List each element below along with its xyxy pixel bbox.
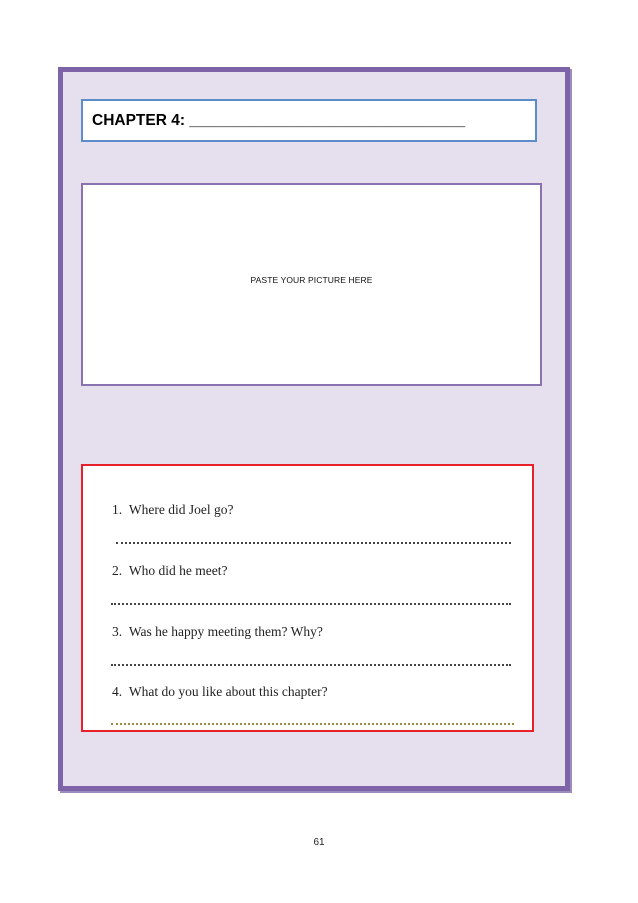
question-2-number: 2. (112, 563, 123, 578)
answer-line-3 (111, 664, 511, 666)
questions-box (81, 464, 534, 732)
question-4 (112, 684, 328, 700)
question-4-text: What do you like about this chapter? (128, 684, 328, 699)
question-3-text: Was he happy meeting them? Why? (128, 624, 323, 639)
answer-line-2 (111, 603, 511, 605)
chapter-title: CHAPTER 4: ________________________________ (92, 111, 466, 129)
question-2 (112, 563, 227, 579)
question-1 (112, 502, 233, 518)
question-3-number: 3. (112, 624, 123, 639)
answer-line-4 (111, 723, 514, 725)
chapter-title-box (81, 99, 537, 142)
question-2-text: Who did he meet? (128, 563, 228, 578)
question-1-text: Where did Joel go? (128, 502, 234, 517)
page-number: 61 (313, 837, 325, 848)
picture-placeholder (81, 183, 542, 386)
answer-line-1 (116, 542, 511, 544)
question-4-number: 4. (112, 684, 123, 699)
picture-placeholder-label: PASTE YOUR PICTURE HERE (250, 275, 373, 285)
question-1-number: 1. (112, 502, 123, 517)
question-3 (112, 624, 323, 640)
